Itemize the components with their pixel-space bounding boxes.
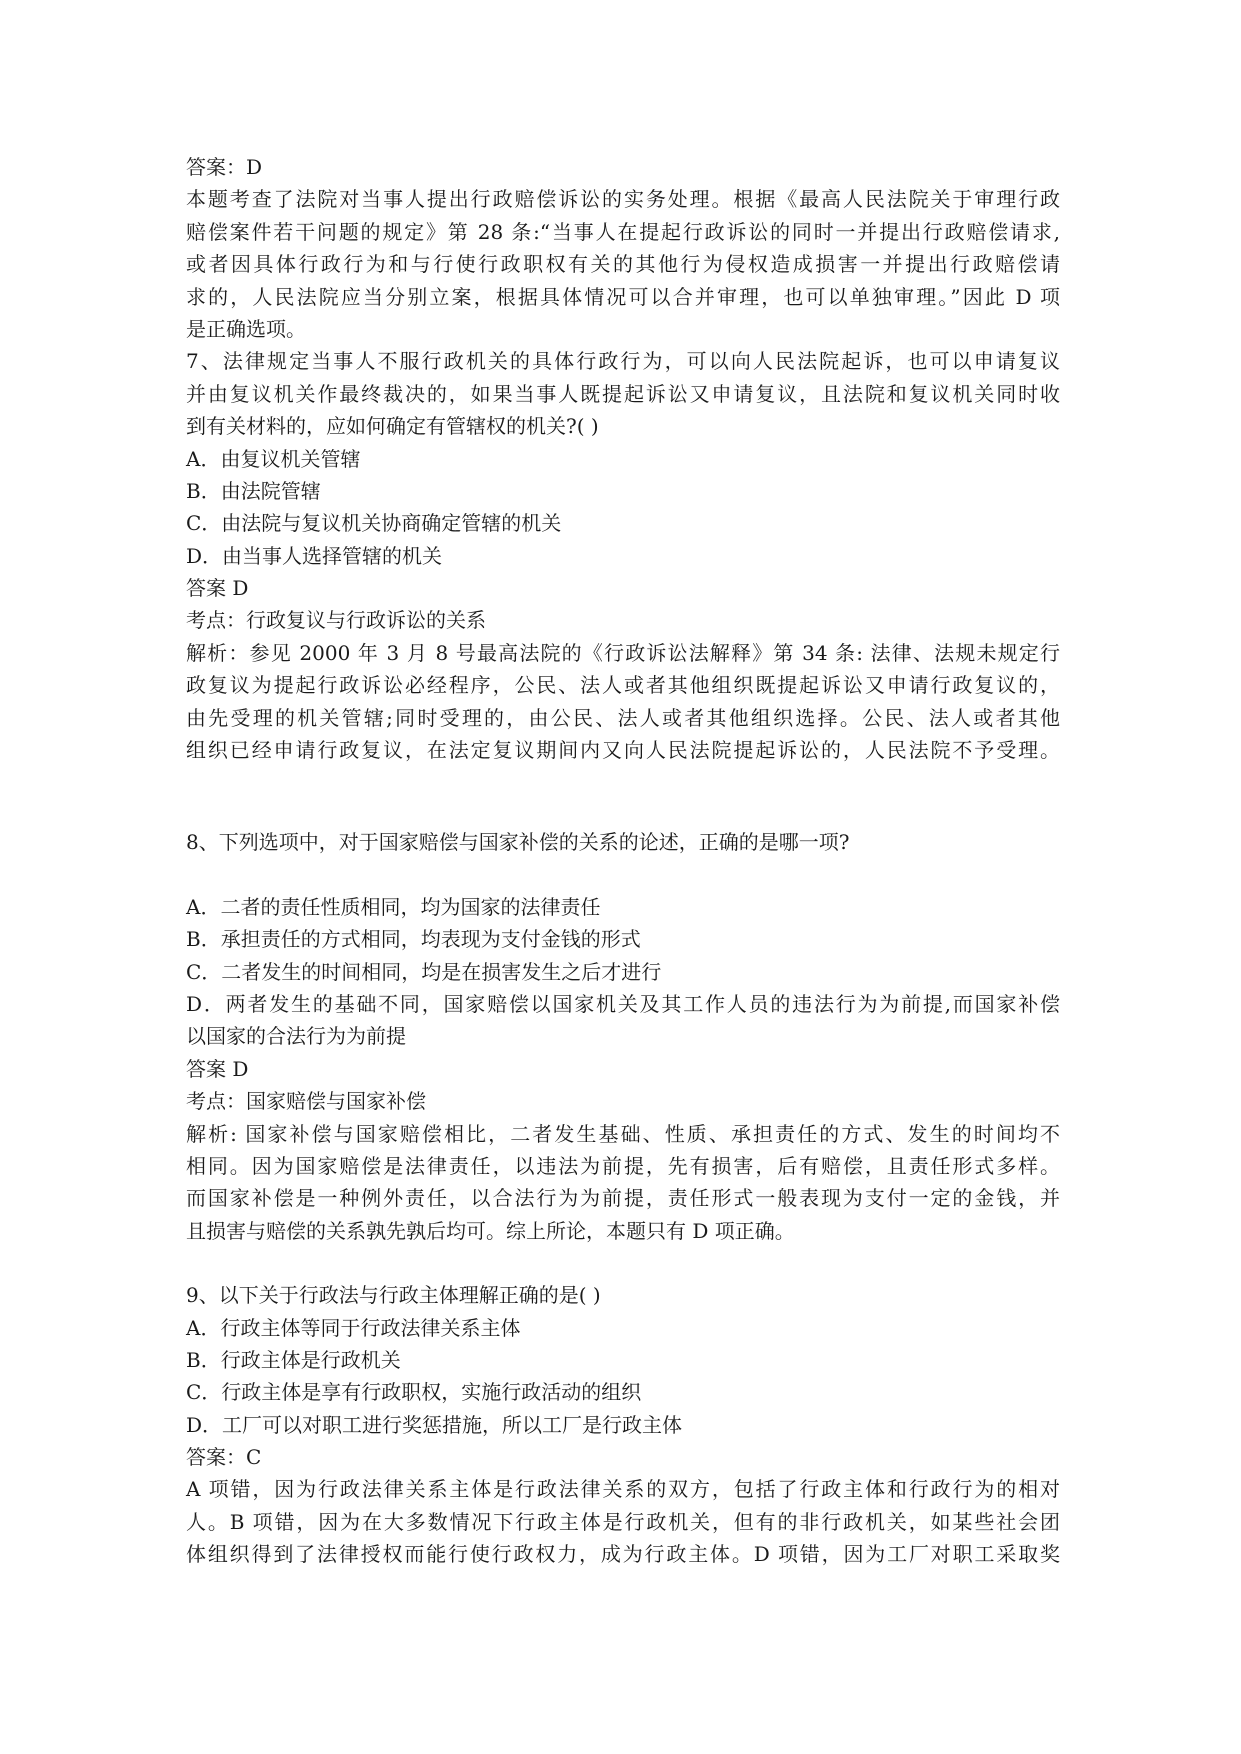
analysis-line: 人。B 项错，因为在大多数情况下行政主体是行政机关，但有的非行政机关，如某些社会团 [186, 1509, 1060, 1534]
option-b: B．行政主体是行政机关 [186, 1347, 401, 1372]
spacer [186, 859, 1060, 891]
question-text-line: 8、下列选项中，对于国家赔偿与国家补偿的关系的论述，正确的是哪一项? [186, 830, 850, 855]
option-d: D．由当事人选择管辖的机关 [186, 543, 443, 568]
answer-line: 答案：C [186, 1445, 262, 1470]
analysis-line: 相同。因为国家赔偿是法律责任，以违法为前提，先有损害，后有赔偿，且责任形式多样。 [186, 1153, 1060, 1178]
option-c: C．由法院与复议机关协商确定管辖的机关 [186, 511, 562, 536]
option-b: B．由法院管辖 [186, 478, 321, 503]
explanation-line: 赔偿案件若干问题的规定》第 28 条:“当事人在提起行政诉讼的同时一并提出行政赔偿请求, [186, 219, 1060, 244]
analysis-line: A 项错，因为行政法律关系主体是行政法律关系的双方，包括了行政主体和行政行为的相对 [186, 1477, 1060, 1502]
spacer [186, 766, 1060, 826]
answer-line: 答案 D [186, 576, 249, 601]
explanation-line: 或者因具体行政行为和与行使行政职权有关的其他行为侵权造成损害一并提出行政赔偿请 [186, 252, 1060, 277]
question-7 [186, 345, 1060, 766]
question-text-line: 9、以下关于行政法与行政主体理解正确的是( ) [186, 1283, 601, 1308]
answer-line: 答案 D [186, 1056, 249, 1081]
explanation-line: 求的，人民法院应当分别立案，根据具体情况可以合并审理，也可以单独审理。”因此 D 项 [186, 284, 1060, 309]
document-page [186, 151, 1060, 1571]
analysis-line: 且损害与赔偿的关系孰先孰后均可。综上所论，本题只有 D 项正确。 [186, 1218, 795, 1243]
question-text-line: 到有关材料的，应如何确定有管辖权的机关?( ) [186, 414, 599, 439]
explanation-line: 是正确选项。 [186, 316, 306, 341]
analysis-line: 组织已经申请行政复议，在法定复议期间内又向人民法院提起诉讼的，人民法院不予受理。 [186, 738, 1060, 763]
analysis-line: 体组织得到了法律授权而能行使行政权力，成为行政主体。D 项错，因为工厂对职工采取奖 [186, 1542, 1060, 1567]
prev-explanation [186, 183, 1060, 345]
analysis-line: 解析: 国家补偿与国家赔偿相比，二者发生基础、性质、承担责任的方式、发生的时间均不 [186, 1121, 1060, 1146]
question-text-line: 7、法律规定当事人不服行政机关的具体行政行为，可以向人民法院起诉，也可以申请复议 [186, 349, 1060, 374]
analysis-line: 解析：参见 2000 年 3 月 8 号最高法院的《行政诉讼法解释》第 34 条: 法律、法规未规定行 [186, 640, 1060, 665]
analysis-line: 由先受理的机关管辖;同时受理的，由公民、法人或者其他组织选择。公民、法人或者其他 [186, 705, 1060, 730]
option-d: D．两者发生的基础不同，国家赔偿以国家机关及其工作人员的违法行为为前提,而国家补偿 [186, 991, 1060, 1016]
option-b: B．承担责任的方式相同，均表现为支付金钱的形式 [186, 927, 641, 952]
key-point: 考点：国家赔偿与国家补偿 [186, 1089, 426, 1114]
option-a: A．行政主体等同于行政法律关系主体 [186, 1315, 521, 1340]
option-d-continued: 以国家的合法行为为前提 [186, 1024, 406, 1049]
explanation-line: 本题考查了法院对当事人提出行政赔偿诉讼的实务处理。根据《最高人民法院关于审理行政 [186, 187, 1060, 212]
question-text-line: 并由复议机关作最终裁决的，如果当事人既提起诉讼又申请复议，且法院和复议机关同时收 [186, 381, 1060, 406]
question-8 [186, 826, 1060, 1247]
key-point: 考点：行政复议与行政诉讼的关系 [186, 608, 486, 633]
option-a: A．二者的责任性质相同，均为国家的法律责任 [186, 894, 601, 919]
option-a: A．由复议机关管辖 [186, 446, 361, 471]
prev-answer: 答案：D [186, 155, 263, 179]
analysis-line: 而国家补偿是一种例外责任，以合法行为为前提，责任形式一般表现为支付一定的金钱，并 [186, 1186, 1060, 1211]
question-9 [186, 1279, 1060, 1571]
option-c: C．行政主体是享有行政职权，实施行政活动的组织 [186, 1380, 642, 1405]
analysis-line: 政复议为提起行政诉讼必经程序，公民、法人或者其他组织既提起诉讼又申请行政复议的， [186, 673, 1060, 698]
spacer [186, 1247, 1060, 1279]
option-d: D．工厂可以对职工进行奖惩措施，所以工厂是行政主体 [186, 1412, 683, 1437]
option-c: C．二者发生的时间相同，均是在损害发生之后才进行 [186, 959, 662, 984]
